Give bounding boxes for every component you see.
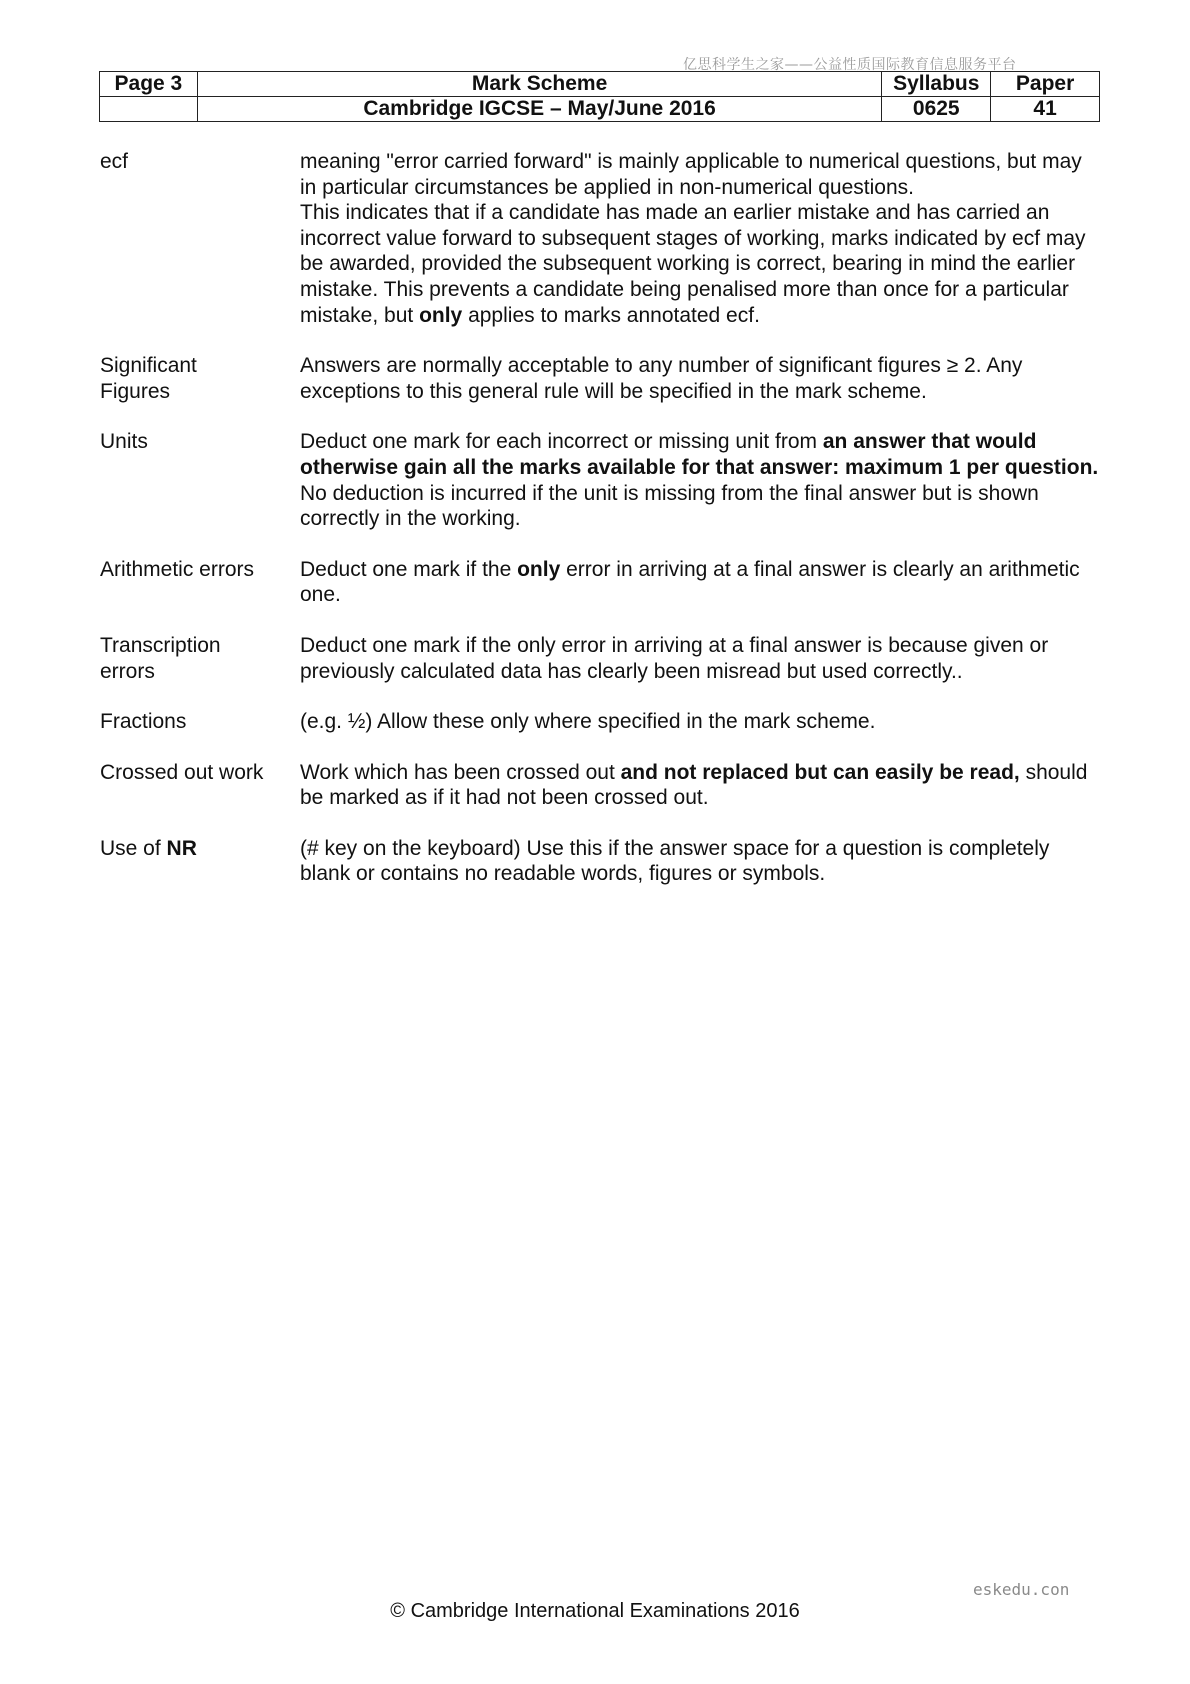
definition-emphasis: only (517, 557, 561, 581)
entry-term: ecf (100, 150, 129, 173)
definitions-list (100, 149, 1102, 912)
definition-emphasis: only (419, 303, 463, 327)
syllabus-value: 0625 (882, 97, 991, 122)
definition-text: should be marked as if it had not been crossed out. (300, 760, 1088, 810)
definition-paragraph: meaning "error carried forward" is mainly applicable to numerical questions, but may in particular circumstances be applied in non-numerical questions. (300, 150, 1082, 199)
entry-arithmetic-errors (100, 557, 1102, 608)
entry-definition: (# key on the keyboard) Use this if the answer space for a question is completely blank or contains no readable words, figures or symbols. (300, 836, 1050, 886)
term-line: Significant (100, 354, 197, 378)
definition-text: applies to marks annotated ecf. (462, 303, 760, 327)
definition-text: Deduct one mark if the (300, 557, 518, 581)
entry-significant-figures (100, 353, 1102, 404)
term-line: Transcription (100, 633, 221, 657)
definition-emphasis: and not replaced but can easily be read, (620, 760, 1020, 784)
term-line: errors (100, 659, 155, 683)
page-label: Page 3 (100, 72, 198, 97)
definition-text: Work which has been crossed out (300, 760, 621, 784)
entry-term: Units (100, 430, 148, 454)
definition-text: Deduct one mark for each incorrect or missing unit from (300, 430, 823, 454)
entry-use-of-nr (100, 836, 1102, 887)
entry-term (100, 633, 300, 684)
entry-crossed-out-work (100, 760, 1102, 811)
definition-text: error in arriving at a final answer is clearly an arithmetic one. (300, 557, 1080, 607)
entry-definition: (e.g. ½) Allow these only where specified in the mark scheme. (300, 710, 876, 734)
paper-label: Paper (991, 72, 1100, 97)
entry-definition (300, 760, 1102, 811)
document-title: Mark Scheme (197, 72, 882, 97)
entry-term (100, 353, 300, 404)
syllabus-label: Syllabus (882, 72, 991, 97)
header-table (99, 71, 1100, 122)
term-emphasis: NR (166, 836, 197, 860)
paper-value: 41 (991, 97, 1100, 122)
definition-text: No deduction is incurred if the unit is missing from the final answer but is shown correctly in the working. (300, 481, 1039, 531)
entry-term: Fractions (100, 710, 187, 734)
entry-definition (300, 149, 1102, 328)
entry-ecf (100, 149, 1102, 328)
entry-fractions (100, 709, 1102, 735)
empty-cell (100, 97, 198, 122)
watermark-bottom: eskedu.con (973, 1580, 1070, 1599)
document-subtitle: Cambridge IGCSE – May/June 2016 (197, 97, 882, 122)
definition-paragraph (300, 200, 1102, 328)
definition-text: This indicates that if a candidate has made an earlier mistake and has carried an incorrect value forward to subsequent stages of working, marks indicated by ecf may be awarded, provided the subsequent working is correct, bearing in mind the earlier mistake. This prevents a candidate being penalised more than once for a particular mistake, but (300, 201, 1086, 327)
entry-definition (300, 557, 1102, 608)
term-line: Figures (100, 379, 171, 403)
entry-term: Crossed out work (100, 760, 264, 784)
entry-definition (300, 429, 1102, 531)
entry-transcription-errors (100, 633, 1102, 684)
entry-term (100, 836, 300, 887)
copyright-footer: © Cambridge International Examinations 2016 (390, 1600, 800, 1622)
entry-units (100, 429, 1102, 531)
definition-emphasis: an answer that would otherwise gain all the marks available for that answer: maximum 1 per question. (300, 430, 1099, 479)
entry-definition: Answers are normally acceptable to any number of significant figures ≥ 2. Any exceptions to this general rule will be specified in the mark scheme. (300, 354, 1023, 403)
watermark-top: 亿思科学生之家——公益性质国际教育信息服务平台 (683, 57, 1017, 73)
entry-term: Arithmetic errors (100, 557, 255, 581)
term-text: Use of (100, 836, 167, 860)
entry-definition: Deduct one mark if the only error in arriving at a final answer is because given or previously calculated data has clearly been misread but used correctly.. (300, 633, 1049, 683)
